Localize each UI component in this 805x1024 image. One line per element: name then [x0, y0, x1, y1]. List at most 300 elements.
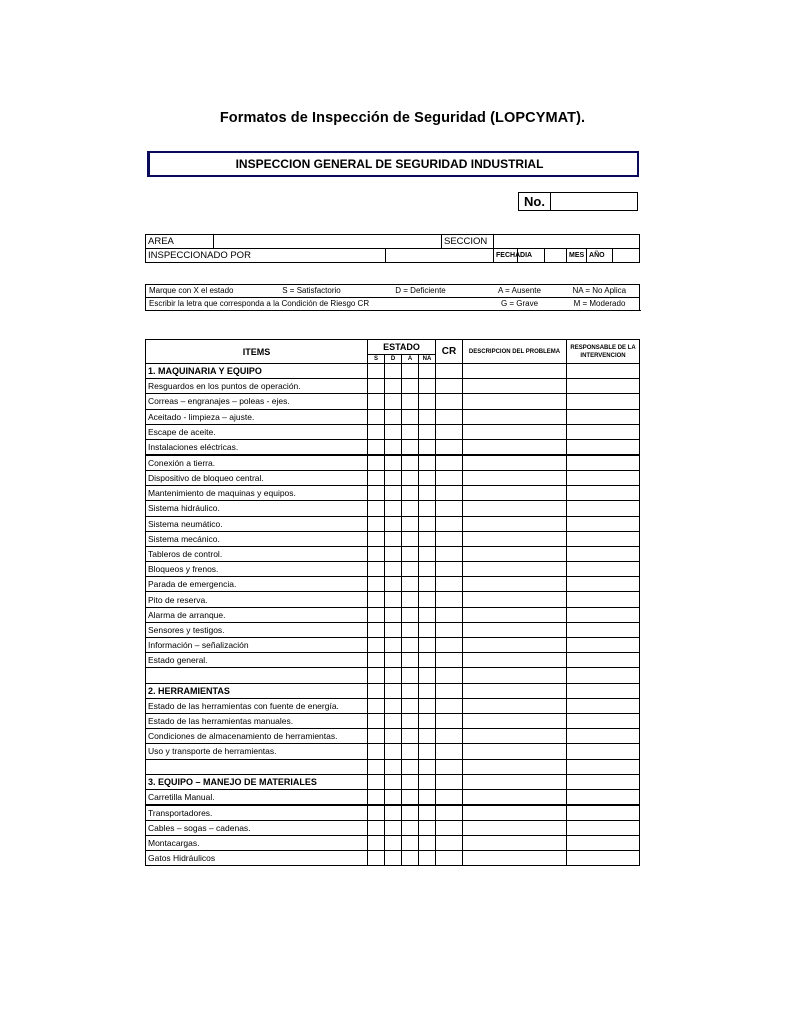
item-label: Resguardos en los puntos de operación. [146, 379, 368, 394]
estado-s-cell[interactable] [368, 729, 385, 744]
cr-cell[interactable] [436, 668, 463, 683]
estado-s-cell[interactable] [368, 501, 385, 516]
mes-label: MES [567, 249, 587, 263]
estado-a-cell[interactable] [402, 394, 419, 409]
estado-na-cell[interactable] [419, 577, 436, 592]
estado-na-cell[interactable] [419, 668, 436, 683]
estado-s-cell[interactable] [368, 713, 385, 728]
cr-cell[interactable] [436, 516, 463, 531]
table-row [146, 470, 640, 485]
cr-cell[interactable] [436, 638, 463, 653]
estado-s-cell[interactable] [368, 836, 385, 851]
cr-cell[interactable] [436, 713, 463, 728]
cr-cell[interactable] [436, 546, 463, 561]
estado-a-cell[interactable] [402, 789, 419, 805]
responsable-cell[interactable] [567, 439, 640, 455]
responsable-cell[interactable] [567, 820, 640, 835]
item-label: Pito de reserva. [146, 592, 368, 607]
descripcion-cell[interactable] [463, 394, 567, 409]
item-label: Mantenimiento de maquinas y equipos. [146, 486, 368, 501]
descripcion-header: DESCRIPCION DEL PROBLEMA [463, 340, 567, 364]
estado-a-cell[interactable] [402, 531, 419, 546]
cr-cell[interactable] [436, 394, 463, 409]
estado-a-cell[interactable] [402, 455, 419, 471]
responsable-cell[interactable] [567, 774, 640, 789]
cr-cell[interactable] [436, 729, 463, 744]
estado-d-cell[interactable] [385, 744, 402, 759]
dia-field[interactable] [545, 249, 567, 263]
estado-d-cell[interactable] [385, 683, 402, 698]
responsable-cell[interactable] [567, 486, 640, 501]
descripcion-cell[interactable] [463, 516, 567, 531]
estado-d-cell[interactable] [385, 577, 402, 592]
cr-cell[interactable] [436, 820, 463, 835]
estado-na-cell[interactable] [419, 439, 436, 455]
descripcion-cell[interactable] [463, 774, 567, 789]
estado-d-cell[interactable] [385, 364, 402, 379]
estado-a-cell[interactable] [402, 562, 419, 577]
estado-s-cell[interactable] [368, 744, 385, 759]
responsable-cell[interactable] [567, 409, 640, 424]
estado-s-cell[interactable] [368, 820, 385, 835]
estado-d-cell[interactable] [385, 805, 402, 821]
item-label: Escape de aceite. [146, 424, 368, 439]
estado-na-cell[interactable] [419, 424, 436, 439]
cr-cell[interactable] [436, 744, 463, 759]
descripcion-cell[interactable] [463, 409, 567, 424]
descripcion-cell[interactable] [463, 592, 567, 607]
responsable-cell[interactable] [567, 713, 640, 728]
estado-s-cell[interactable] [368, 516, 385, 531]
estado-s-cell[interactable] [368, 638, 385, 653]
table-row [146, 653, 640, 668]
responsable-cell[interactable] [567, 744, 640, 759]
descripcion-cell[interactable] [463, 653, 567, 668]
estado-a-cell[interactable] [402, 668, 419, 683]
estado-na-cell[interactable] [419, 455, 436, 471]
estado-s-cell[interactable] [368, 668, 385, 683]
table-row [146, 638, 640, 653]
estado-s-cell[interactable] [368, 789, 385, 805]
estado-a-cell[interactable] [402, 638, 419, 653]
cr-cell[interactable] [436, 455, 463, 471]
estado-na-cell[interactable] [419, 729, 436, 744]
estado-na-cell[interactable] [419, 470, 436, 485]
estado-s-cell[interactable] [368, 774, 385, 789]
cr-cell[interactable] [436, 851, 463, 866]
responsable-cell[interactable] [567, 455, 640, 471]
estado-s-cell[interactable] [368, 455, 385, 471]
estado-header: ESTADO [368, 340, 436, 355]
table-row [146, 851, 640, 866]
cr-cell[interactable] [436, 531, 463, 546]
responsable-cell[interactable] [567, 516, 640, 531]
estado-na-cell[interactable] [419, 683, 436, 698]
estado-s-cell[interactable] [368, 470, 385, 485]
estado-d-cell[interactable] [385, 851, 402, 866]
estado-a-cell[interactable] [402, 683, 419, 698]
descripcion-cell[interactable] [463, 820, 567, 835]
estado-d-cell[interactable] [385, 486, 402, 501]
descripcion-cell[interactable] [463, 607, 567, 622]
descripcion-cell[interactable] [463, 698, 567, 713]
estado-d-cell[interactable] [385, 455, 402, 471]
estado-na-cell[interactable] [419, 516, 436, 531]
responsable-cell[interactable] [567, 424, 640, 439]
estado-na-cell[interactable] [419, 501, 436, 516]
item-label: Estado general. [146, 653, 368, 668]
estado-a-cell[interactable] [402, 486, 419, 501]
section-title: 3. EQUIPO – MANEJO DE MATERIALES [146, 774, 368, 789]
estado-a-cell[interactable] [402, 379, 419, 394]
estado-d-cell[interactable] [385, 607, 402, 622]
estado-a-cell[interactable] [402, 546, 419, 561]
legend-instruction: Marque con X el estado [146, 285, 262, 298]
estado-a-cell[interactable] [402, 516, 419, 531]
responsable-cell[interactable] [567, 851, 640, 866]
descripcion-cell[interactable] [463, 546, 567, 561]
estado-d-cell[interactable] [385, 409, 402, 424]
descripcion-cell[interactable] [463, 486, 567, 501]
cr-cell[interactable] [436, 683, 463, 698]
responsable-cell[interactable] [567, 592, 640, 607]
estado-s-cell[interactable] [368, 424, 385, 439]
table-row [146, 439, 640, 455]
cr-cell[interactable] [436, 592, 463, 607]
legend-satisfactorio: S = Satisfactorio [262, 285, 362, 298]
table-row [146, 409, 640, 424]
table-row [146, 531, 640, 546]
responsable-cell[interactable] [567, 638, 640, 653]
estado-d-cell[interactable] [385, 820, 402, 835]
estado-na-cell[interactable] [419, 653, 436, 668]
responsable-cell[interactable] [567, 759, 640, 774]
descripcion-cell[interactable] [463, 470, 567, 485]
estado-s-cell[interactable] [368, 683, 385, 698]
responsable-cell[interactable] [567, 622, 640, 637]
form-title: INSPECCION GENERAL DE SEGURIDAD INDUSTRIAL [147, 151, 639, 177]
number-label: No. [519, 193, 551, 210]
responsable-cell[interactable] [567, 394, 640, 409]
legend-risk-instruction: Escribir la letra que corresponda a la Condición de Riesgo CR [146, 298, 480, 311]
estado-s-cell[interactable] [368, 759, 385, 774]
estado-a-cell[interactable] [402, 774, 419, 789]
cr-cell[interactable] [436, 364, 463, 379]
estado-d-cell[interactable] [385, 836, 402, 851]
estado-s-cell[interactable] [368, 653, 385, 668]
estado-a-cell[interactable] [402, 439, 419, 455]
estado-s-cell[interactable] [368, 531, 385, 546]
cr-cell[interactable] [436, 805, 463, 821]
cr-cell[interactable] [436, 698, 463, 713]
item-label: Sistema neumático. [146, 516, 368, 531]
responsable-cell[interactable] [567, 698, 640, 713]
table-row [146, 455, 640, 471]
responsable-cell[interactable] [567, 364, 640, 379]
estado-na-cell[interactable] [419, 379, 436, 394]
descripcion-cell[interactable] [463, 364, 567, 379]
estado-d-cell[interactable] [385, 562, 402, 577]
estado-s-cell[interactable] [368, 439, 385, 455]
descripcion-cell[interactable] [463, 683, 567, 698]
descripcion-cell[interactable] [463, 562, 567, 577]
item-label: Transportadores. [146, 805, 368, 821]
estado-a-cell[interactable] [402, 653, 419, 668]
page-title: Formatos de Inspección de Seguridad (LOPCYMAT). [219, 110, 586, 126]
estado-d-cell[interactable] [385, 516, 402, 531]
section-row [146, 364, 640, 379]
descripcion-cell[interactable] [463, 836, 567, 851]
table-row [146, 577, 640, 592]
area-field[interactable] [214, 235, 442, 249]
item-label: Montacargas. [146, 836, 368, 851]
cr-cell[interactable] [436, 577, 463, 592]
item-label: Instalaciones eléctricas. [146, 439, 368, 455]
seccion-field[interactable] [494, 235, 640, 249]
estado-a-cell[interactable] [402, 820, 419, 835]
descripcion-cell[interactable] [463, 638, 567, 653]
cr-cell[interactable] [436, 789, 463, 805]
estado-d-cell[interactable] [385, 668, 402, 683]
cr-cell[interactable] [436, 836, 463, 851]
item-label: Bloqueos y frenos. [146, 562, 368, 577]
section-title: 1. MAQUINARIA Y EQUIPO [146, 364, 368, 379]
estado-s-cell[interactable] [368, 592, 385, 607]
estado-d-cell[interactable] [385, 546, 402, 561]
item-label: Correas – engranajes – poleas - ejes. [146, 394, 368, 409]
estado-s-cell[interactable] [368, 577, 385, 592]
table-row [146, 562, 640, 577]
estado-a-cell[interactable] [402, 577, 419, 592]
descripcion-cell[interactable] [463, 729, 567, 744]
estado-s-cell[interactable] [368, 364, 385, 379]
estado-d-header: D [385, 355, 402, 364]
item-label: Conexión a tierra. [146, 455, 368, 471]
dia-label: DIA [518, 249, 545, 263]
estado-na-cell[interactable] [419, 486, 436, 501]
cr-cell[interactable] [436, 424, 463, 439]
estado-a-cell[interactable] [402, 364, 419, 379]
estado-a-cell[interactable] [402, 424, 419, 439]
descripcion-cell[interactable] [463, 805, 567, 821]
anio-label: AÑO [587, 249, 613, 263]
cr-cell[interactable] [436, 562, 463, 577]
inspection-table [145, 339, 640, 866]
cr-cell[interactable] [436, 501, 463, 516]
estado-d-cell[interactable] [385, 424, 402, 439]
estado-a-cell[interactable] [402, 836, 419, 851]
descripcion-cell[interactable] [463, 789, 567, 805]
estado-s-cell[interactable] [368, 486, 385, 501]
estado-s-cell[interactable] [368, 562, 385, 577]
cr-cell[interactable] [436, 379, 463, 394]
responsable-cell[interactable] [567, 607, 640, 622]
responsable-cell[interactable] [567, 577, 640, 592]
legend-no-aplica: NA = No Aplica [560, 285, 640, 298]
responsable-cell[interactable] [567, 789, 640, 805]
table-row [146, 424, 640, 439]
descripcion-cell[interactable] [463, 501, 567, 516]
estado-na-cell[interactable] [419, 562, 436, 577]
responsable-cell[interactable] [567, 562, 640, 577]
estado-a-cell[interactable] [402, 622, 419, 637]
legend-table [145, 284, 640, 311]
estado-na-cell[interactable] [419, 836, 436, 851]
anio-field[interactable] [613, 249, 640, 263]
cr-cell[interactable] [436, 622, 463, 637]
cr-cell[interactable] [436, 774, 463, 789]
cr-cell[interactable] [436, 607, 463, 622]
estado-s-cell[interactable] [368, 546, 385, 561]
table-row [146, 668, 640, 683]
estado-na-cell[interactable] [419, 607, 436, 622]
estado-a-cell[interactable] [402, 729, 419, 744]
estado-d-cell[interactable] [385, 501, 402, 516]
item-label: Sensores y testigos. [146, 622, 368, 637]
table-row [146, 622, 640, 637]
cr-cell[interactable] [436, 653, 463, 668]
estado-d-cell[interactable] [385, 470, 402, 485]
table-row [146, 516, 640, 531]
estado-s-cell[interactable] [368, 622, 385, 637]
estado-d-cell[interactable] [385, 759, 402, 774]
table-row [146, 789, 640, 805]
estado-s-cell[interactable] [368, 607, 385, 622]
estado-d-cell[interactable] [385, 531, 402, 546]
descripcion-cell[interactable] [463, 713, 567, 728]
item-label [146, 668, 368, 683]
estado-s-cell[interactable] [368, 851, 385, 866]
table-row [146, 607, 640, 622]
estado-na-cell[interactable] [419, 789, 436, 805]
item-label: Cables – sogas – cadenas. [146, 820, 368, 835]
cr-cell[interactable] [436, 409, 463, 424]
estado-d-cell[interactable] [385, 774, 402, 789]
responsable-cell[interactable] [567, 653, 640, 668]
estado-na-cell[interactable] [419, 622, 436, 637]
estado-na-cell[interactable] [419, 394, 436, 409]
table-row [146, 592, 640, 607]
estado-na-cell[interactable] [419, 805, 436, 821]
cr-cell[interactable] [436, 439, 463, 455]
estado-s-cell[interactable] [368, 409, 385, 424]
estado-na-cell[interactable] [419, 774, 436, 789]
estado-a-cell[interactable] [402, 592, 419, 607]
estado-a-cell[interactable] [402, 851, 419, 866]
descripcion-cell[interactable] [463, 744, 567, 759]
item-label: Sistema hidráulico. [146, 501, 368, 516]
item-label: Estado de las herramientas con fuente de energía. [146, 698, 368, 713]
estado-s-cell[interactable] [368, 394, 385, 409]
descripcion-cell[interactable] [463, 424, 567, 439]
responsable-cell[interactable] [567, 683, 640, 698]
estado-a-cell[interactable] [402, 698, 419, 713]
estado-na-cell[interactable] [419, 592, 436, 607]
estado-na-cell[interactable] [419, 744, 436, 759]
descripcion-cell[interactable] [463, 439, 567, 455]
estado-a-cell[interactable] [402, 759, 419, 774]
table-row [146, 805, 640, 821]
descripcion-cell[interactable] [463, 759, 567, 774]
table-row [146, 546, 640, 561]
estado-a-cell[interactable] [402, 607, 419, 622]
estado-na-cell[interactable] [419, 546, 436, 561]
estado-d-cell[interactable] [385, 729, 402, 744]
descripcion-cell[interactable] [463, 577, 567, 592]
responsable-cell[interactable] [567, 531, 640, 546]
descripcion-cell[interactable] [463, 668, 567, 683]
estado-na-cell[interactable] [419, 364, 436, 379]
estado-na-cell[interactable] [419, 409, 436, 424]
estado-a-cell[interactable] [402, 713, 419, 728]
descripcion-cell[interactable] [463, 455, 567, 471]
estado-na-cell[interactable] [419, 820, 436, 835]
header-fields-table [145, 234, 640, 263]
responsable-cell[interactable] [567, 379, 640, 394]
estado-a-cell[interactable] [402, 470, 419, 485]
estado-a-cell[interactable] [402, 744, 419, 759]
legend-moderado: M = Moderado [560, 298, 640, 311]
estado-d-cell[interactable] [385, 698, 402, 713]
estado-d-cell[interactable] [385, 789, 402, 805]
responsable-cell[interactable] [567, 729, 640, 744]
estado-na-cell[interactable] [419, 638, 436, 653]
estado-a-cell[interactable] [402, 409, 419, 424]
estado-d-cell[interactable] [385, 653, 402, 668]
responsable-cell[interactable] [567, 546, 640, 561]
table-row [146, 486, 640, 501]
responsable-cell[interactable] [567, 501, 640, 516]
estado-d-cell[interactable] [385, 638, 402, 653]
number-field[interactable] [551, 193, 637, 210]
descripcion-cell[interactable] [463, 851, 567, 866]
estado-a-cell[interactable] [402, 501, 419, 516]
estado-d-cell[interactable] [385, 622, 402, 637]
item-label: Carretilla Manual. [146, 789, 368, 805]
responsable-cell[interactable] [567, 668, 640, 683]
estado-na-header: NA [419, 355, 436, 364]
cr-cell[interactable] [436, 470, 463, 485]
estado-na-cell[interactable] [419, 698, 436, 713]
estado-d-cell[interactable] [385, 713, 402, 728]
estado-na-cell[interactable] [419, 531, 436, 546]
item-label: Información – señalización [146, 638, 368, 653]
descripcion-cell[interactable] [463, 622, 567, 637]
estado-d-cell[interactable] [385, 379, 402, 394]
estado-s-cell[interactable] [368, 805, 385, 821]
descripcion-cell[interactable] [463, 531, 567, 546]
legend-deficiente: D = Deficiente [362, 285, 480, 298]
estado-na-cell[interactable] [419, 851, 436, 866]
cr-cell[interactable] [436, 486, 463, 501]
estado-s-cell[interactable] [368, 379, 385, 394]
descripcion-cell[interactable] [463, 379, 567, 394]
item-label: Parada de emergencia. [146, 577, 368, 592]
estado-na-cell[interactable] [419, 713, 436, 728]
estado-d-cell[interactable] [385, 592, 402, 607]
responsable-cell[interactable] [567, 805, 640, 821]
estado-d-cell[interactable] [385, 439, 402, 455]
estado-s-cell[interactable] [368, 698, 385, 713]
responsable-cell[interactable] [567, 836, 640, 851]
estado-a-cell[interactable] [402, 805, 419, 821]
estado-d-cell[interactable] [385, 394, 402, 409]
estado-na-cell[interactable] [419, 759, 436, 774]
cr-cell[interactable] [436, 759, 463, 774]
responsable-cell[interactable] [567, 470, 640, 485]
inspeccionado-por-field[interactable] [386, 249, 494, 263]
table-row [146, 713, 640, 728]
